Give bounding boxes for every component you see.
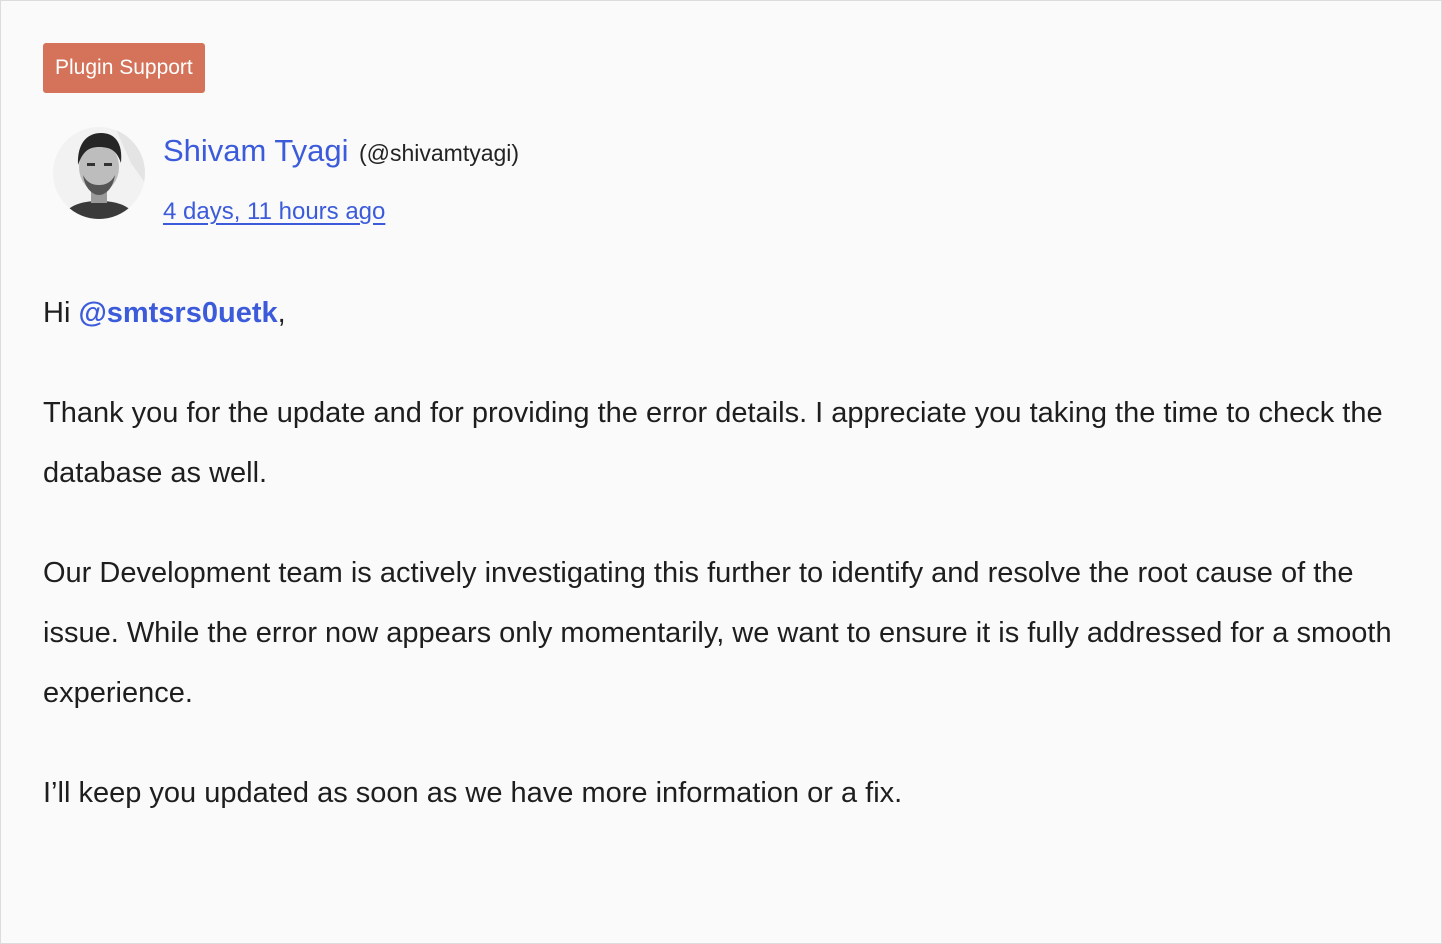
- author-name-link[interactable]: Shivam Tyagi: [163, 133, 349, 168]
- author-line: [163, 133, 519, 173]
- greeting-paragraph: [43, 283, 1413, 343]
- author-handle: (@shivamtyagi): [358, 140, 520, 166]
- greeting-suffix: ,: [277, 297, 286, 329]
- post-timestamp-link[interactable]: 4 days, 11 hours ago: [163, 198, 386, 225]
- greeting-prefix: Hi: [43, 297, 79, 329]
- message-paragraph-2: Our Development team is actively investigating this further to identify and resolve the root cause of the issue. While the error now appears only momentarily, we want to ensure it is fully addressed for a smooth experience.: [43, 557, 1392, 709]
- message-body: [43, 283, 1413, 863]
- plugin-support-badge: Plugin Support: [43, 43, 205, 93]
- mention-link[interactable]: @smtsrs0uetk: [78, 297, 278, 329]
- user-avatar-icon[interactable]: [53, 123, 145, 223]
- message-paragraph-3: I’ll keep you updated as soon as we have more information or a fix.: [43, 777, 903, 809]
- message-paragraph-1: Thank you for the update and for providing the error details. I appreciate you taking the time to check the database as well.: [43, 397, 1383, 489]
